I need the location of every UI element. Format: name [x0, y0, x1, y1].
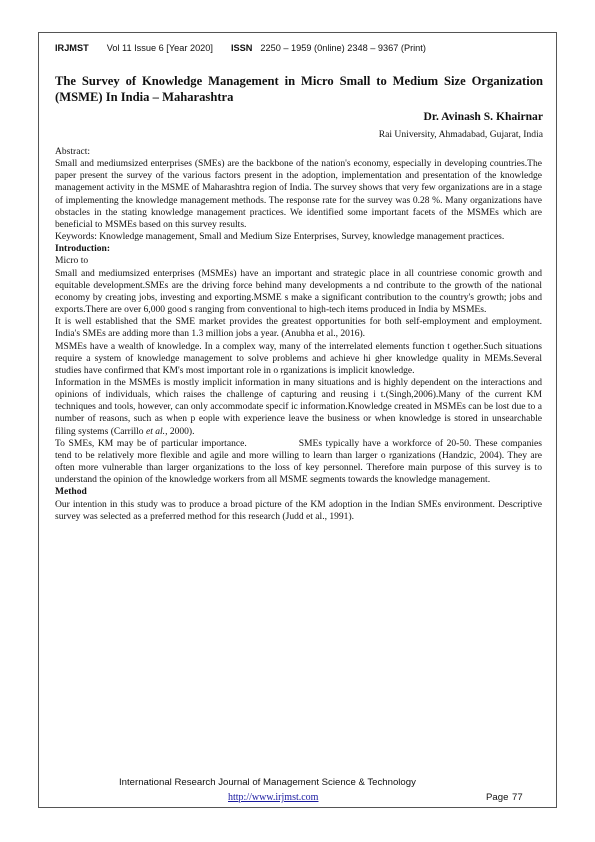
- introduction-heading: Introduction:: [55, 243, 110, 255]
- abstract-text: Small and mediumsized enterprises (SMEs) are the backbone of the nation's economy, especially in developing countries.The paper present the survey of the various factors present in the adoption, implementation and presentation of the knowledge management activity in the MSME of Maharashtra region of India. The survey shows that very few organizations are in a stage of implementing the knowledge management methods. The response rate for the survey was 0.28 %. Many organizations have obstacles in the stating knowledge management practices. We identified some important facets of the MSMEs which are beneficial to MSMEs based on this survey results.: [55, 158, 542, 230]
- page-number: 77: [512, 792, 523, 803]
- method-heading: Method: [55, 486, 87, 498]
- intro-paragraph-4: [55, 377, 542, 438]
- intro-paragraph-0: Micro to: [55, 255, 89, 267]
- author-affiliation: Rai University, Ahmadabad, Gujarat, India: [378, 129, 543, 140]
- volume-issue: Vol 11 Issue 6 [Year 2020]: [106, 43, 213, 53]
- intro-paragraph-4-text: Information in the MSMEs is mostly implicit information in many situations and is highly dependent on the interactions and opinions of individuals, which raises the challenge of capturing and reusing i t.(Singh,2006).Many of the current KM techniques and tools, however, can only accommodate specif ic information.Knowledge created in MSMEs can be lost due to a number of reasons, such as when p eople with experience leave the business or when knowledge is stored in unsearchable filing systems: [55, 376, 542, 437]
- issn-numbers: 2250 – 1959 (0nline) 2348 – 9367 (Print): [260, 43, 426, 53]
- intro-paragraph-5b: SMEs typically have a workforce of 20-50. These companies tend to be relatively more flexible and agile and more willing to learn than larger o rganizations (Handzic, 2004). They are often more vulnerable than larger organizations to the loss of key personnel. Therefore main purpose of this survey is to understand the opinion of the knowledge workers from all MSME segments towards the knowledge management.: [55, 437, 542, 486]
- intro-paragraph-1: Small and mediumsized enterprises (MSMEs) have an important and strategic place in all countriese conomic growth and equitable development.SMEs are the driving force behind many developments a nd contribute to the growth of the national economy by creating jobs, investing and exporting.MSME s make a significant contribution to the country's growth; jobs and exports.There are over 6,000 good s ranging from conventional to high-tech items produced in India by MSMEs.: [55, 267, 542, 316]
- author-name: Dr. Avinash S. Khairnar: [423, 110, 543, 123]
- citation-year: , 2000).: [165, 425, 195, 437]
- footer-journal-name: International Research Journal of Management Science & Technology: [119, 777, 416, 788]
- intro-paragraph-5a: To SMEs, KM may be of particular importance.: [55, 437, 247, 449]
- abstract-label: Abstract:: [55, 146, 90, 157]
- running-header: [55, 43, 555, 53]
- journal-url-link[interactable]: http://www.irjmst.com: [228, 792, 319, 803]
- citation-carrillo: (Carrillo: [110, 425, 146, 437]
- method-paragraph: Our intention in this study was to produce a broad picture of the KM adoption in the Indian SMEs environment. Descriptive survey was selected as a preferred method for this research (Judd et al., 1991).: [55, 498, 542, 522]
- intro-paragraph-5: [55, 438, 542, 487]
- intro-paragraph-2: It is well established that the SME market provides the greatest opportunities for both self-employment and employment. India's SMEs are adding more than 1.3 million jobs a year. (Anubha et al., 2016).: [55, 316, 542, 340]
- page-label: Page: [486, 792, 509, 803]
- keywords: Keywords: Knowledge management, Small and Medium Size Enterprises, Survey, knowledge management practices.: [55, 231, 505, 243]
- paper-title: The Survey of Knowledge Management in Micro Small to Medium Size Organization (MSME) In India – Maharashtra: [55, 74, 543, 104]
- intro-paragraph-3: MSMEs have a wealth of knowledge. In a complex way, many of the interrelated elements function t ogether.Such situations require a system of knowledge management to solve problems and achieve hi gher knowledge quality in MEMs.Several studies have confirmed that KM's most important role in o rganizations is implicit knowledge.: [55, 340, 542, 376]
- citation-et-al: et al.: [145, 425, 166, 437]
- article-body: [55, 146, 542, 523]
- issn-label: ISSN: [230, 43, 253, 53]
- journal-abbreviation: IRJMST: [55, 43, 89, 53]
